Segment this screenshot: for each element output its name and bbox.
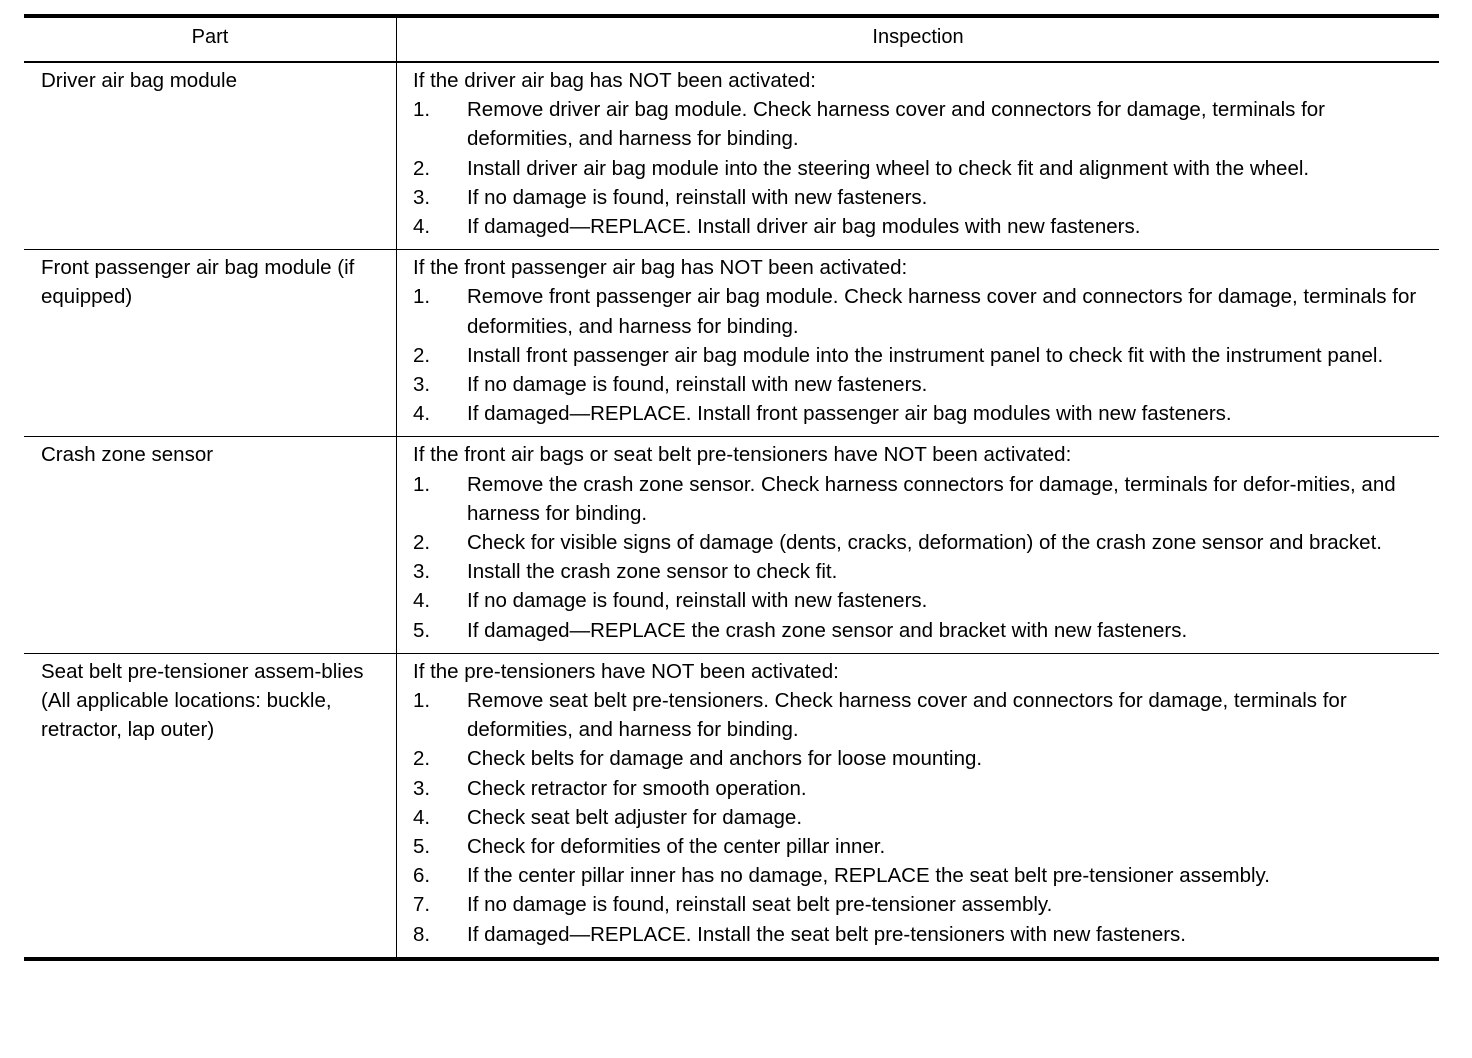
step-number: 3.	[413, 373, 431, 397]
inspection-step	[413, 470, 1435, 528]
step-number: 1.	[413, 98, 431, 122]
step-text: Remove front passenger air bag module. Check harness cover and connectors for damage, terminals for deformities, and harness for binding.	[467, 285, 1417, 338]
step-text: If damaged—REPLACE. Install driver air bag modules with new fasteners.	[467, 215, 1141, 239]
table-body	[24, 63, 1439, 957]
step-text: Remove seat belt pre-tensioners. Check harness cover and connectors for damage, terminals for deformities, and harness for binding.	[467, 689, 1347, 742]
step-text: Remove driver air bag module. Check harness cover and connectors for damage, terminals for deformities, and harness for binding.	[467, 98, 1325, 151]
step-text: If damaged—REPLACE. Install the seat belt pre-tensioners with new fasteners.	[467, 922, 1187, 946]
step-number: 4.	[413, 589, 431, 613]
table-row	[24, 436, 1439, 652]
inspection-step	[413, 341, 1435, 370]
header-inspection: Inspection	[872, 26, 964, 48]
inspection-step	[413, 774, 1435, 803]
part-cell: Seat belt pre-tensioner assem-blies (All applicable locations: buckle, retractor, lap outer)	[24, 654, 397, 957]
inspection-cell	[397, 654, 1439, 957]
step-text: Install driver air bag module into the steering wheel to check fit and alignment with the wheel.	[467, 156, 1310, 180]
step-number: 4.	[413, 215, 431, 239]
inspection-intro: If the pre-tensioners have NOT been activated:	[413, 659, 839, 683]
step-text: If the center pillar inner has no damage, REPLACE the seat belt pre-tensioner assembly.	[467, 864, 1270, 888]
step-text: Check retractor for smooth operation.	[467, 776, 807, 800]
inspection-step	[413, 832, 1435, 861]
step-number: 4.	[413, 402, 431, 426]
inspection-step	[413, 282, 1435, 340]
step-text: Check for deformities of the center pillar inner.	[467, 835, 886, 859]
inspection-step	[413, 803, 1435, 832]
step-text: Install the crash zone sensor to check fit.	[467, 560, 838, 584]
inspection-cell	[397, 63, 1439, 249]
inspection-cell	[397, 437, 1439, 652]
inspection-step	[413, 616, 1435, 645]
inspection-table	[24, 14, 1439, 961]
step-text: Check for visible signs of damage (dents, cracks, deformation) of the crash zone sensor and bracket.	[467, 531, 1382, 555]
step-text: If damaged—REPLACE the crash zone sensor and bracket with new fasteners.	[467, 618, 1188, 642]
inspection-step	[413, 920, 1435, 949]
header-part: Part	[24, 18, 397, 61]
step-number: 1.	[413, 689, 431, 713]
inspection-intro: If the driver air bag has NOT been activated:	[413, 69, 817, 92]
step-text: If no damage is found, reinstall with new fasteners.	[467, 589, 928, 613]
inspection-step	[413, 528, 1435, 557]
step-text: Check seat belt adjuster for damage.	[467, 805, 803, 829]
step-number: 3.	[413, 185, 431, 209]
inspection-step	[413, 686, 1435, 744]
step-number: 5.	[413, 618, 431, 642]
step-text: Install front passenger air bag module into the instrument panel to check fit with the instrument panel.	[467, 343, 1384, 367]
step-text: If no damage is found, reinstall seat belt pre-tensioner assembly.	[467, 893, 1053, 917]
table-header-row	[24, 18, 1439, 61]
step-number: 2.	[413, 343, 431, 367]
step-number: 3.	[413, 560, 431, 584]
step-number: 2.	[413, 531, 431, 555]
step-number: 3.	[413, 776, 431, 800]
inspection-step	[413, 399, 1435, 428]
inspection-step	[413, 744, 1435, 773]
table-bottom-rule	[24, 957, 1439, 961]
inspection-step	[413, 183, 1435, 212]
step-number: 1.	[413, 472, 431, 496]
step-text: If damaged—REPLACE. Install front passenger air bag modules with new fasteners.	[467, 402, 1232, 426]
inspection-step	[413, 557, 1435, 586]
step-number: 5.	[413, 835, 431, 859]
step-text: If no damage is found, reinstall with new fasteners.	[467, 373, 928, 397]
table-row	[24, 653, 1439, 957]
inspection-intro: If the front air bags or seat belt pre-tensioners have NOT been activated:	[413, 443, 1072, 467]
inspection-step	[413, 154, 1435, 183]
inspection-step	[413, 586, 1435, 615]
table-row	[24, 63, 1439, 249]
part-cell: Driver air bag module	[24, 63, 397, 249]
step-number: 7.	[413, 893, 431, 917]
step-number: 6.	[413, 864, 431, 888]
step-number: 1.	[413, 285, 431, 309]
part-cell: Crash zone sensor	[24, 437, 397, 652]
inspection-step	[413, 95, 1435, 153]
part-cell: Front passenger air bag module (if equipped)	[24, 250, 397, 436]
step-text: If no damage is found, reinstall with new fasteners.	[467, 185, 928, 209]
table-row	[24, 249, 1439, 436]
inspection-step	[413, 890, 1435, 919]
inspection-intro: If the front passenger air bag has NOT been activated:	[413, 256, 908, 280]
inspection-step	[413, 212, 1435, 241]
step-number: 2.	[413, 747, 431, 771]
step-number: 4.	[413, 805, 431, 829]
inspection-step	[413, 370, 1435, 399]
step-number: 2.	[413, 156, 431, 180]
step-text: Remove the crash zone sensor. Check harness connectors for damage, terminals for defor-mities, and harness for binding.	[467, 472, 1396, 525]
step-text: Check belts for damage and anchors for loose mounting.	[467, 747, 983, 771]
inspection-cell	[397, 250, 1439, 436]
step-number: 8.	[413, 922, 431, 946]
inspection-step	[413, 861, 1435, 890]
